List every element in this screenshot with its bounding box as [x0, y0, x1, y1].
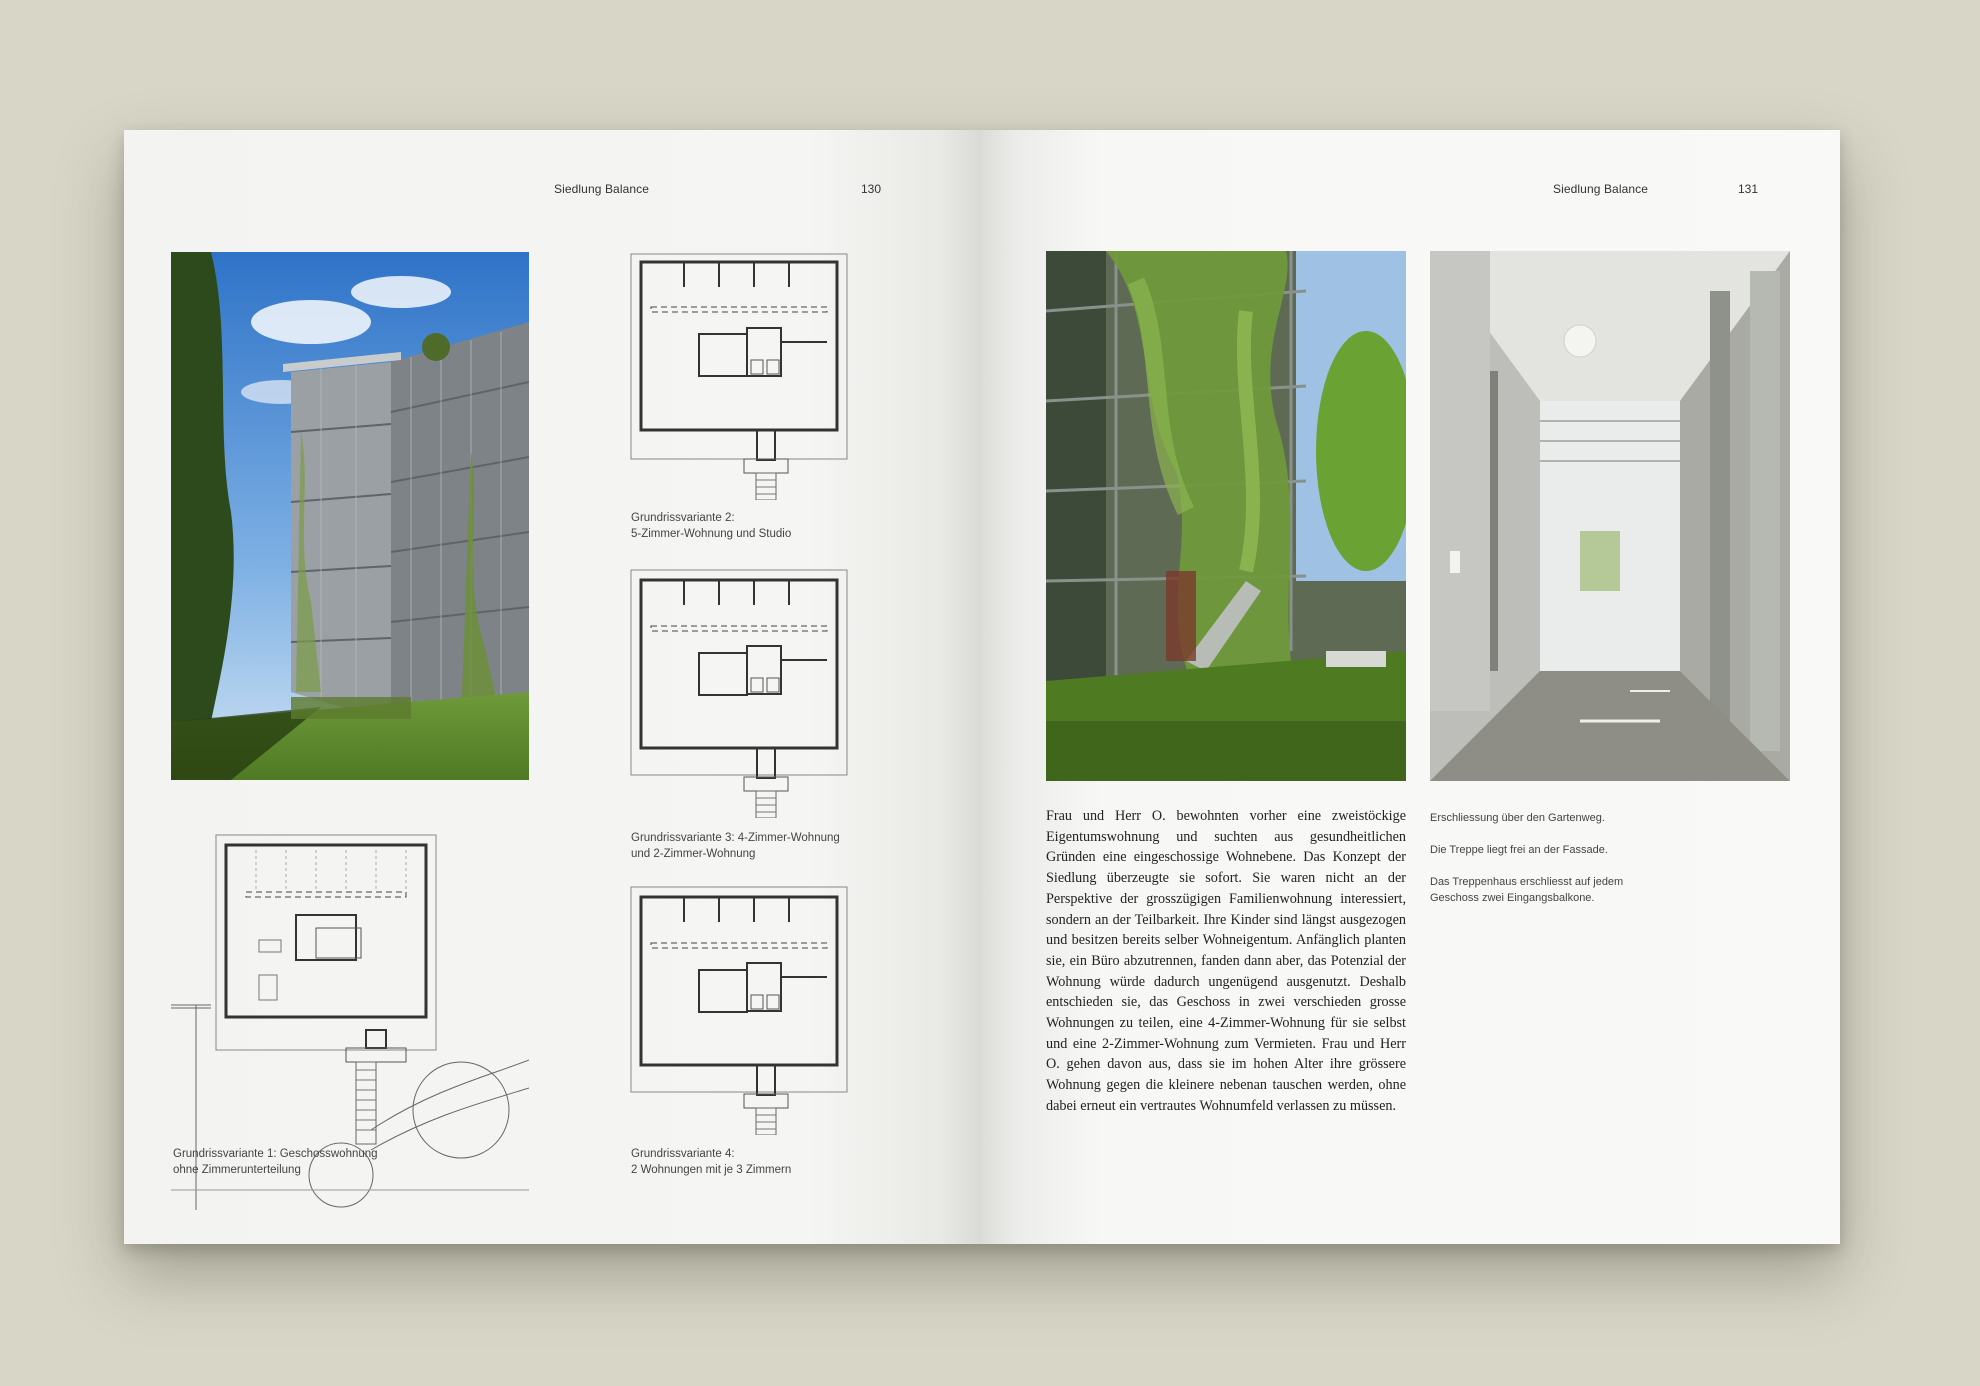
- caption-variant-2-line2: 5-Zimmer-Wohnung und Studio: [631, 528, 792, 540]
- running-title-left: Siedlung Balance: [554, 182, 650, 196]
- floor-plan-variant-4: [629, 885, 849, 1135]
- side-caption-1: Erschliessung über den Gartenweg.: [1430, 812, 1605, 824]
- right-page: [982, 130, 1840, 1244]
- caption-variant-3-line1: Grundrissvariante 3: 4-Zimmer-Wohnung: [631, 832, 840, 844]
- left-page: [124, 130, 982, 1244]
- running-title-right: Siedlung Balance: [1553, 182, 1649, 196]
- caption-variant-1-line2: ohne Zimmerunterteilung: [173, 1164, 301, 1176]
- floor-plan-variant-3: [629, 568, 849, 818]
- floor-plan-variant-2: [629, 252, 849, 500]
- page-number-right: 131: [1738, 182, 1759, 196]
- caption-variant-1-line1: Grundrissvariante 1: Geschosswohnung: [173, 1148, 378, 1160]
- side-caption-3-line2: Geschoss zwei Eingangsbalkone.: [1430, 892, 1595, 904]
- entrance-balcony-photo: [1430, 251, 1790, 781]
- caption-variant-2: [631, 510, 791, 542]
- caption-variant-3: [631, 830, 840, 862]
- caption-variant-4-line1: Grundrissvariante 4:: [631, 1148, 735, 1160]
- green-facade-photo: [1046, 251, 1406, 781]
- side-caption-3-line1: Das Treppenhaus erschliesst auf jedem: [1430, 876, 1624, 888]
- page-number-left: 130: [861, 182, 882, 196]
- side-caption-2: Die Treppe liegt frei an der Fassade.: [1430, 844, 1608, 856]
- caption-variant-2-line1: Grundrissvariante 2:: [631, 512, 735, 524]
- caption-variant-1: [173, 1146, 378, 1178]
- book-spread: [124, 130, 1840, 1244]
- caption-variant-4: [631, 1146, 791, 1178]
- body-text: Frau und Herr O. bewohnten vorher eine zweistöckige Eigentumswohnung und suchten aus gesundheitlichen Gründen eine eingeschossige Wohnebene. Das Konzept der Siedlung überzeugte sie sofort. Sie waren nicht an der Perspektive der grosszügigen Familienwohnung interessiert, sondern an der Teilbarkeit. Ihre Kinder sind längst ausgezogen und besitzen bereits selber Wohneigentum. Anfänglich planten sie, ein Büro abzutrennen, fanden dann aber, das Potenzial der Wohnung würde dadurch ungenügend ausgenutzt. Deshalb entschieden sie, das Geschoss in zwei verschieden grosse Wohnungen zu teilen, eine 4-Zimmer-Wohnung für sie selbst und eine 2-Zimmer-Wohnung zum Vermieten. Frau und Herr O. gehen davon aus, dass sie im hohen Alter ihre grössere Wohnung gegen die kleinere nebenan tauschen werden, ohne dabei erneut ein vertrautes Wohnumfeld verlassen zu müssen.: [1046, 808, 1406, 1114]
- building-exterior-photo: [171, 252, 529, 780]
- caption-variant-3-line2: und 2-Zimmer-Wohnung: [631, 848, 756, 860]
- caption-variant-4-line2: 2 Wohnungen mit je 3 Zimmern: [631, 1164, 792, 1176]
- side-caption-3: [1430, 874, 1670, 906]
